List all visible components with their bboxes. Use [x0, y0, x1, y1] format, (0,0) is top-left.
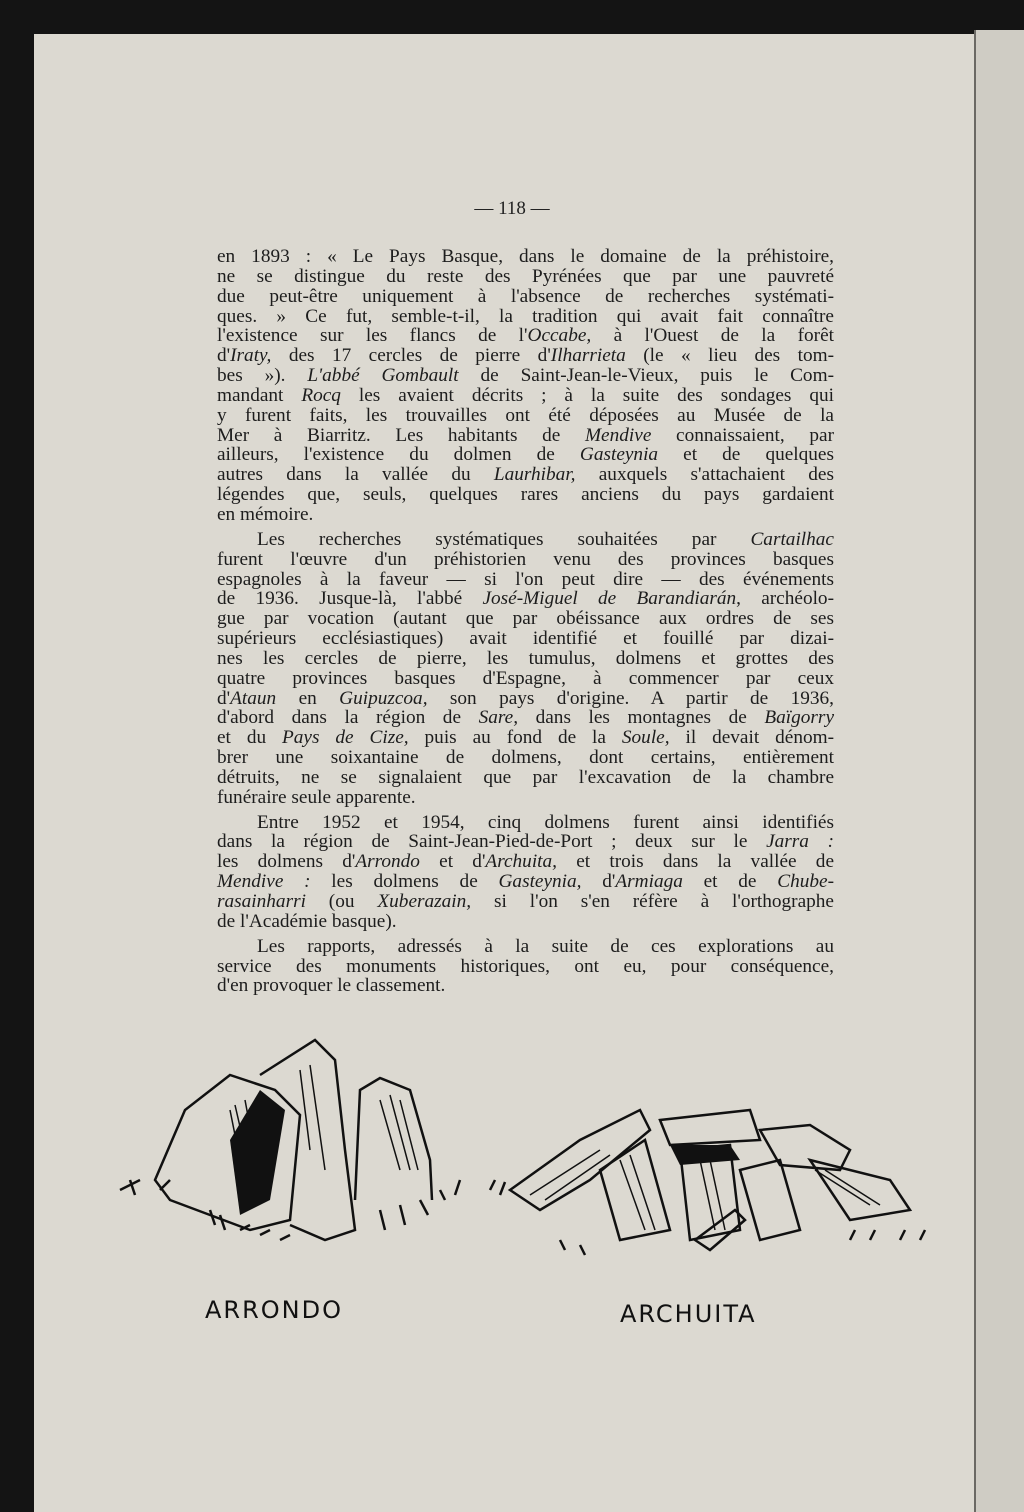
text-run: y furent faits, les trouvailles ont été déposées au Musée de la	[217, 404, 834, 426]
text-line	[217, 669, 834, 689]
text-line	[217, 445, 834, 465]
text-run: service des monuments historiques, ont eu, pour conséquence,	[217, 955, 834, 977]
text-run: nes les cercles de pierre, les tumulus, dolmens et grottes des	[217, 647, 834, 669]
text-run: d'	[581, 871, 616, 893]
text-run: due peut-être uniquement à l'absence de recherches systémati-	[217, 285, 834, 307]
italic-text: Jarra :	[766, 831, 834, 853]
text-line	[217, 937, 834, 957]
italic-text: Xuberazain,	[377, 891, 472, 912]
italic-text: Occabe,	[527, 325, 592, 347]
text-line	[217, 788, 834, 808]
text-run: les dolmens de	[310, 871, 499, 893]
text-line	[217, 957, 834, 977]
text-line	[217, 326, 834, 346]
italic-text: Sare,	[478, 707, 519, 729]
text-line	[217, 485, 834, 505]
text-line	[217, 872, 834, 892]
text-line	[217, 768, 834, 788]
text-run: légendes que, seuls, quelques rares anciens du pays gardaient	[217, 484, 834, 506]
text-line	[217, 550, 834, 570]
paragraph	[217, 813, 834, 932]
text-run: de l'Académie basque).	[217, 910, 397, 932]
page-number: — 118 —	[474, 198, 550, 219]
text-line	[217, 708, 834, 728]
text-run: Mer à Biarritz. Les habitants de	[217, 424, 585, 446]
italic-text: Iraty,	[230, 345, 272, 367]
text-run: espagnoles à la faveur — si l'on peut dire — des événements	[217, 568, 834, 590]
paragraph	[217, 937, 834, 997]
text-run: brer une soixantaine de dolmens, dont certains, entièrement	[217, 747, 834, 769]
text-run: gue par vocation (autant que par obéissance aux ordres de ses	[217, 608, 834, 630]
italic-text: Mendive	[585, 424, 652, 446]
text-run: bes »).	[217, 365, 308, 387]
italic-text: Gasteynia	[579, 444, 659, 466]
figure-caption-archuita: ARCHUITA	[620, 1300, 757, 1328]
text-run: connaissaient, par	[651, 424, 835, 446]
italic-text: Rocq	[301, 384, 341, 406]
text-run: de Saint-Jean-le-Vieux, puis le Com-	[458, 365, 834, 387]
text-line	[217, 912, 834, 932]
figure-caption-arrondo: ARRONDO	[205, 1296, 343, 1324]
italic-text: Soule,	[621, 727, 670, 749]
text-run: l'existence sur les flancs de l'	[217, 325, 528, 347]
text-line	[217, 465, 834, 485]
text-run: quatre provinces basques d'Espagne, à commencer par ceux	[217, 667, 834, 689]
text-run: mandant	[217, 384, 302, 406]
text-line	[217, 649, 834, 669]
text-run: (ou	[305, 891, 378, 912]
text-run: funéraire seule apparente.	[217, 786, 416, 808]
italic-text: Arrondo	[355, 851, 420, 873]
text-run: ques. » Ce fut, semble-t-il, la tradition qui avait fait connaître	[217, 305, 834, 327]
text-run: et de quelques	[658, 444, 834, 466]
text-run: , archéolo-	[736, 588, 834, 610]
text-run: les avaient décrits ; à la suite des sondages qui	[340, 384, 834, 406]
text-run: d'	[217, 345, 231, 367]
arrondo-dolmen-illustration	[110, 1030, 470, 1260]
italic-text: José-Miguel de Barandiarán	[482, 588, 737, 610]
archuita-dolmen-illustration	[470, 1090, 940, 1270]
text-run: auxquels s'attachaient des	[575, 464, 834, 486]
text-run: supérieurs ecclésiastiques) avait identifié et fouillé par dizai-	[217, 628, 834, 650]
text-run: son pays d'origine. A partir de 1936,	[427, 687, 834, 709]
text-line	[217, 267, 834, 287]
italic-text: Armiaga	[615, 871, 683, 893]
italic-text: Pays de Cize,	[282, 727, 409, 749]
text-run: il devait dénom-	[669, 727, 835, 749]
text-run: des 17 cercles de pierre d'	[271, 345, 551, 367]
paragraph	[217, 530, 834, 808]
text-line	[217, 976, 834, 996]
text-line	[217, 728, 834, 748]
text-line	[217, 247, 834, 267]
italic-text: rasainharri	[217, 891, 306, 912]
text-run: autres dans la vallée du	[217, 464, 494, 486]
text-run: détruits, ne se signalaient que par l'excavation de la chambre	[217, 766, 834, 788]
facing-page-edge	[974, 30, 1024, 1512]
text-run: furent l'œuvre d'un préhistorien venu des provinces basques	[217, 548, 834, 570]
italic-text: Ataun	[230, 687, 277, 709]
italic-text: Baïgorry	[764, 707, 834, 729]
text-run: en	[276, 687, 340, 709]
text-run: d'en provoquer le classement.	[217, 975, 446, 997]
text-run: dans la région de Saint-Jean-Pied-de-Port ; deux sur le	[217, 831, 767, 853]
text-line	[217, 307, 834, 327]
text-line	[217, 813, 834, 833]
text-run: en 1893 : « Le Pays Basque, dans le domaine de la préhistoire,	[217, 246, 834, 267]
text-run: et trois dans la vallée de	[557, 851, 834, 873]
italic-text: Cartailhac	[750, 528, 834, 550]
text-line	[217, 852, 834, 872]
italic-text: L'abbé Gombault	[307, 365, 459, 387]
text-run: de 1936. Jusque-là, l'abbé	[217, 588, 483, 610]
italic-text: Guipuzcoa,	[339, 687, 428, 709]
text-line	[217, 426, 834, 446]
text-run: ailleurs, l'existence du dolmen de	[217, 444, 580, 466]
text-line	[217, 892, 834, 912]
text-line	[217, 748, 834, 768]
text-line	[217, 589, 834, 609]
text-run: Les recherches systématiques souhaitées par	[257, 528, 751, 550]
text-line	[217, 570, 834, 590]
italic-text: Chube-	[777, 871, 834, 893]
text-run: à l'Ouest de la forêt	[591, 325, 834, 347]
text-run: ne se distingue du reste des Pyrénées que par une pauvreté	[217, 265, 834, 287]
text-line	[217, 530, 834, 550]
text-run: dans les montagnes de	[518, 707, 765, 729]
body-text	[217, 247, 834, 1001]
italic-text: Archuita,	[485, 851, 558, 873]
text-run: Entre 1952 et 1954, cinq dolmens furent ainsi identifiés	[257, 811, 834, 833]
text-run: en mémoire.	[217, 503, 314, 525]
text-run: puis au fond de la	[408, 727, 622, 749]
text-run: Les rapports, adressés à la suite de ces explorations au	[257, 935, 834, 957]
text-line	[217, 287, 834, 307]
text-line	[217, 346, 834, 366]
italic-text: Gasteynia,	[498, 871, 582, 893]
text-run: les dolmens d'	[217, 851, 356, 873]
text-line	[217, 366, 834, 386]
text-line	[217, 609, 834, 629]
text-line	[217, 505, 834, 525]
italic-text: Mendive :	[217, 871, 311, 893]
text-run: (le « lieu des tom-	[625, 345, 835, 367]
text-run: et de	[682, 871, 778, 893]
text-line	[217, 629, 834, 649]
text-run: et du	[217, 727, 283, 749]
text-run: d'abord dans la région de	[217, 707, 479, 729]
text-run: si l'on s'en réfère à l'orthographe	[471, 891, 834, 912]
text-line	[217, 689, 834, 709]
italic-text: Ilharrieta	[550, 345, 626, 367]
text-run: d'	[217, 687, 231, 709]
text-line	[217, 406, 834, 426]
text-line	[217, 386, 834, 406]
text-line	[217, 832, 834, 852]
italic-text: Laurhibar,	[493, 464, 576, 486]
paragraph	[217, 247, 834, 525]
text-run: et d'	[419, 851, 486, 873]
